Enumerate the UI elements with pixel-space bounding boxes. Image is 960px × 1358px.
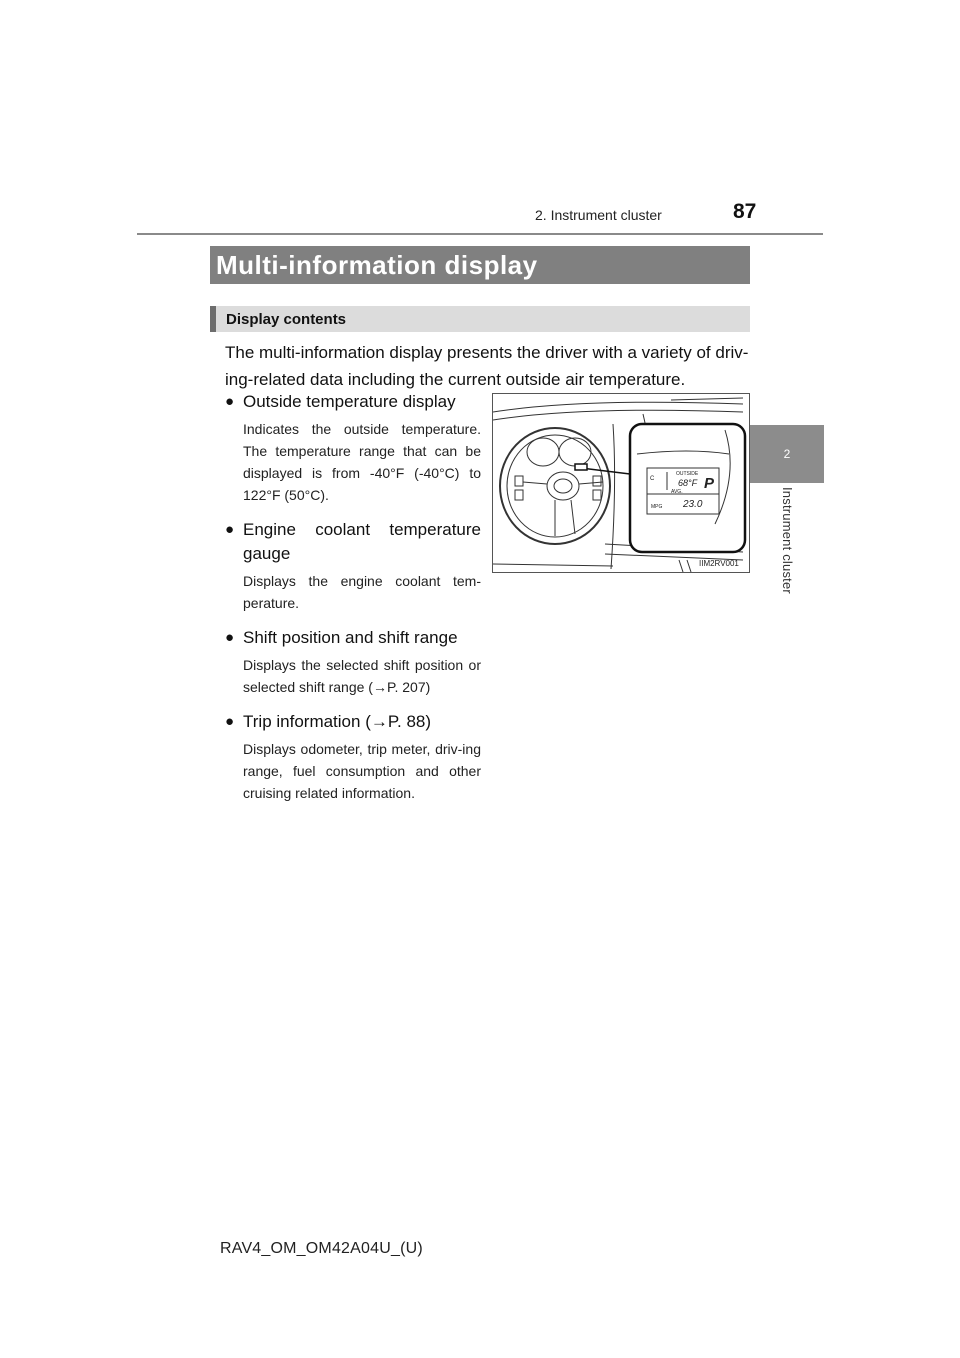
intro-paragraph (225, 339, 750, 393)
bullet-icon: ● (225, 521, 235, 538)
item-title: Shift position and shift range (243, 628, 458, 647)
item-title: Trip information (→P. 88) (243, 712, 432, 731)
bullet-icon: ● (225, 713, 235, 730)
item-description: Displays the selected shift position or selected shift range (→P. 207) (243, 657, 481, 695)
chapter-tab[interactable] (750, 425, 824, 483)
section-title: 2. Instrument cluster (535, 207, 662, 223)
chapter-tab-label (750, 483, 824, 623)
list-item (225, 710, 481, 804)
page-number: 87 (733, 200, 757, 223)
display-outside-label: OUTSIDE (676, 471, 699, 477)
display-temperature: 68°F (678, 478, 698, 488)
item-description: Displays odometer, trip meter, driv-ing range, fuel consumption and other cruising related information. (243, 741, 481, 801)
display-trip: 23.0 (683, 499, 703, 510)
intro-line: The multi-information display presents the driver with a variety of driv- (225, 343, 749, 362)
bullet-icon: ● (225, 393, 235, 410)
chapter-number: 2 (783, 447, 791, 461)
item-title: Outside temperature display (243, 392, 456, 411)
list-item (225, 518, 481, 614)
content-list (225, 390, 481, 804)
page-title: Multi-information display (210, 246, 750, 284)
list-item (225, 626, 481, 698)
dashboard-drawing (493, 394, 749, 572)
chapter-label: Instrument cluster (780, 487, 795, 594)
intro-line: ing-related data including the current outside air temperature. (225, 370, 686, 389)
item-description: Displays the engine coolant tem-perature. (243, 573, 481, 611)
bullet-icon: ● (225, 629, 235, 646)
list-item (225, 390, 481, 506)
subheading: Display contents (210, 306, 750, 332)
display-gear: P (704, 475, 715, 492)
item-description: Indicates the outside temperature. The temperature range that can be displayed is from -40°F (-40°C) to 122°F (50°C). (243, 421, 481, 503)
display-mpg: MPG (651, 504, 663, 510)
header-divider (137, 233, 823, 235)
dashboard-illustration (492, 393, 750, 573)
display-avg: AVG. (671, 489, 683, 495)
document-code: RAV4_OM_OM42A04U_(U) (220, 1240, 423, 1257)
item-title: Engine coolant temperature gauge (243, 520, 481, 563)
display-coolant-c: C (650, 476, 655, 482)
figure-code: IIM2RV001 (699, 559, 739, 568)
